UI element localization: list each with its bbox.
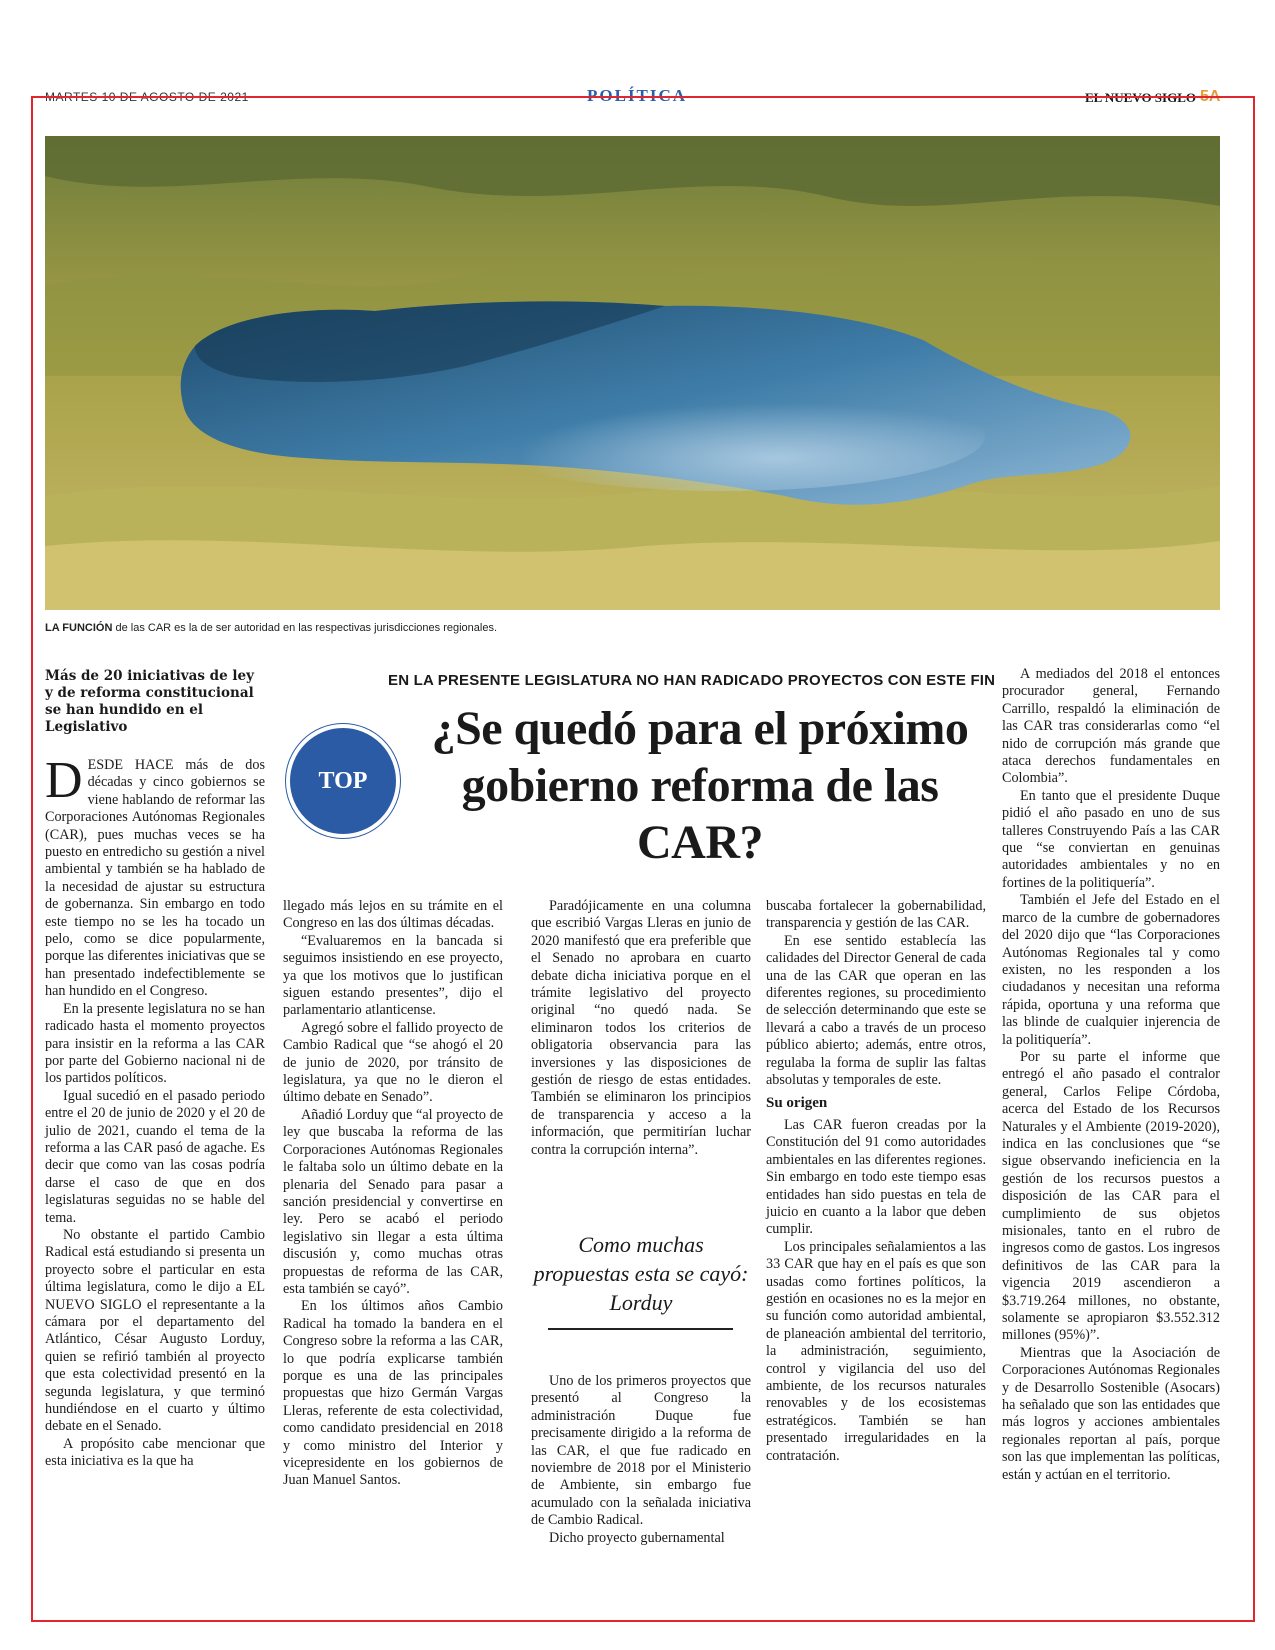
paragraph: Paradójicamente en una columna que escribió Vargas Lleras en junio de 2020 manifestó que era preferible que el Senado no aprobara en cuarto debate dicha iniciativa porque en el trámite legislativo del proyecto original “no quedó nada. Se eliminaron todos los criterios de obligatoria observancia para las inversiones y las disposiciones de gestión de riesgo de estas entidades. También se eliminaron los principios de transparencia y acceso a la información, que permitirían luchar contra la corrupción interna”. <box>531 898 751 1158</box>
paragraph: Por su parte el informe que entregó el año pasado el contralor general, Carlos Felipe Córdoba, acerca del Estado de los Recursos Naturales y el Ambiente (2019-2020), indica en las conclusiones que “se sigue observando ineficiencia en la gestión de los recursos puestos a disposición de las CAR para el cumplimiento de sus objetos misionales, tanto en el rubro de ingresos como de gastos. Los ingresos definitivos de las CAR para la vigencia 2019 ascendieron a $3.719.264 millones, no obstante, solamente se apropiaron $3.552.312 millones (95%)”. <box>1002 1048 1220 1344</box>
paragraph: Agregó sobre el fallido proyecto de Cambio Radical que “se ahogó el 20 de junio de 2020, por tránsito de legislatura, ya que no le dieron el último debate en Senado”. <box>283 1019 503 1106</box>
paragraph: Las CAR fueron creadas por la Constitución del 91 como autoridades ambientales en las diferentes regiones. Sin embargo en todo este tiempo esas entidades han sido puestas en tela de juicio en cuanto a la labor que deben cumplir. <box>766 1116 986 1238</box>
paragraph: No obstante el partido Cambio Radical está estudiando si presenta un proyecto sobre el particular en esta última legislatura, como le dijo a EL NUEVO SIGLO el representante a la cámara por el departamento del Atlántico, César Augusto Lorduy, quien se refirió también al proyecto que esta colectividad presentó en la segunda legislatura, y que terminó hundiéndose en el cuarto y último debate en el Senado. <box>45 1226 265 1435</box>
column-4 <box>766 898 986 1465</box>
paragraph: ESDE HACE más de dos décadas y cinco gobiernos se viene hablando de reformar las Corporaciones Autónomas Regionales (CAR), pues muchas veces se ha puesto en entredicho su gestión a nivel ambiental y también se ha hablado de la necesidad de ajustar su estructura de gobernanza. Sin embargo en todo este tiempo no se les ha tocado un pelo, como se dice popularmente, porque las diferentes iniciativas que se han presentado indefectiblemente se han hundido en el Congreso. <box>45 757 265 1000</box>
paragraph: Mientras que la Asociación de Corporaciones Autónomas Regionales y de Desarrollo Sostenible (Asocars) ha señalado que son las entidades que más logros y acciones ambientales regionales reportan al país, porque son las que implementan las políticas, están y actúan en el territorio. <box>1002 1344 1220 1483</box>
caption-text: de las CAR es la de ser autoridad en las respectivas jurisdicciones regionales. <box>112 622 498 634</box>
paragraph: En ese sentido establecía las calidades del Director General de cada una de las CAR que operan en las diferentes regiones, su procedimiento de selección determinando que este se llevará a cabo a través de un proceso público abierto; además, entre otros, regulaba la forma de suplir las faltas absolutas y temporales de este. <box>766 932 986 1089</box>
subheading: Su origen <box>766 1095 828 1112</box>
column-1 <box>45 752 265 1471</box>
paragraph: llegado más lejos en su trámite en el Congreso en las dos últimas décadas. <box>283 898 503 932</box>
pull-quote: Como muchas propuestas esta se cayó: Lorduy <box>533 1232 749 1315</box>
column-2 <box>283 898 503 1490</box>
paragraph: A mediados del 2018 el entonces procurador general, Fernando Carrillo, respaldó la eliminación de las CAR tras considerarlas como “el nido de corrupción más grande que ataca derechos fundamentales en Colombia”. <box>1002 666 1220 787</box>
paragraph: “Evaluaremos en la bancada si seguimos insistiendo en ese proyecto, ya que los motivos que lo justifican siguen estando presentes”, dijo el parlamentario atlanticense. <box>283 932 503 1019</box>
photo-caption <box>45 622 497 634</box>
caption-lead: LA FUNCIÓN <box>45 622 113 634</box>
paragraph: En los últimos años Cambio Radical ha tomado la bandera en el Congreso sobre la reforma a las CAR, lo que podría explicarse también porque es una de las principales propuestas que hizo Germán Vargas Lleras, referente de esta colectividad, como candidato presidencial en 2018 y como ministro del Interior y vicepresidente en los gobiernos de Juan Manuel Santos. <box>283 1298 503 1489</box>
kicker: EN LA PRESENTE LEGISLATURA NO HAN RADICADO PROYECTOS CON ESTE FIN <box>388 672 996 689</box>
paragraph: buscaba fortalecer la gobernabilidad, transparencia y gestión de las CAR. <box>766 898 986 932</box>
paragraph: En tanto que el presidente Duque pidió el año pasado en uno de sus talleres Construyendo País a las CAR que “se conviertan en genuinas autoridades ambientales y no en fortines de la politiquería”. <box>1002 787 1220 891</box>
deck-summary: Más de 20 iniciativas de ley y de reforma constitucional se han hundido en el Legislativo <box>45 668 254 735</box>
page-number: 5A <box>1200 88 1221 105</box>
top-badge: TOP <box>286 724 400 838</box>
paragraph: Igual sucedió en el pasado periodo entre el 20 de junio de 2020 y el 20 de julio de 2021, cuando el tema de la reforma a las CAR pasó de agache. Es decir que como van las cosas podría darse el caso de que en dos legislaturas seguidas no se hable del tema. <box>45 1087 265 1226</box>
section-title: POLÍTICA <box>587 86 688 105</box>
column-3-continued <box>531 1373 751 1547</box>
column-3 <box>531 898 751 1159</box>
newspaper-name: EL NUEVO SIGLO <box>1085 90 1196 105</box>
paragraph: A propósito cabe mencionar que esta iniciativa es la que ha <box>45 1435 265 1470</box>
pull-quote-rule <box>548 1328 733 1330</box>
headline: ¿Se quedó para el próximo gobierno reforma de las CAR? <box>431 702 969 869</box>
paragraph: En la presente legislatura no se han radicado hasta el momento proyectos para insistir en la reforma a las CAR por parte del Gobierno nacional ni de los partidos políticos. <box>45 1000 265 1087</box>
paragraph: También el Jefe del Estado en el marco de la cumbre de gobernadores del 2020 dijo que “las Corporaciones Autónomas Regionales tal y como existen, no les responden a los ciudadanos y necesitan una reforma rápida, oportuna y una reforma que las blinde de cualquier injerencia de la politiquería”. <box>1002 892 1220 1048</box>
paragraph: Uno de los primeros proyectos que presentó al Congreso la administración Duque fue precisamente dirigido a la reforma de las CAR, el que fue radicado en noviembre de 2018 por el Ministerio de Ambiente, sin embargo fue acumulado con la señalada iniciativa de Cambio Radical. <box>531 1373 751 1529</box>
paragraph: Los principales señalamientos a las 33 CAR que hay en el país es que son usadas como fortines políticos, la gestión en ocasiones no es la mejor en su función como autoridad ambiental, de planeación ambiental del territorio, la administración, seguimiento, control y vigilancia del uso del ambiente, de los recursos naturales renovables y de los ecosistemas estratégicos. También se han presentado irregularidades en la contratación. <box>766 1238 986 1464</box>
issue-date: MARTES 10 DE AGOSTO DE 2021 <box>45 90 249 104</box>
lake-landscape-photo <box>45 136 1220 610</box>
column-5 <box>1002 666 1220 1484</box>
paragraph: Añadió Lorduy que “al proyecto de ley que buscaba la reforma de las Corporaciones Autónomas Regionales le faltaba solo un último debate en la plenaria del Senado para pasar a sanción presidencial y convertirse en ley. Pero se acabó el periodo legislativo sin llegar a esta última discusión y, como muchas otras propuestas de reforma de las CAR, esta también se cayó”. <box>283 1106 503 1297</box>
dropcap: D <box>45 752 83 809</box>
paragraph: Dicho proyecto gubernamental <box>549 1529 725 1546</box>
